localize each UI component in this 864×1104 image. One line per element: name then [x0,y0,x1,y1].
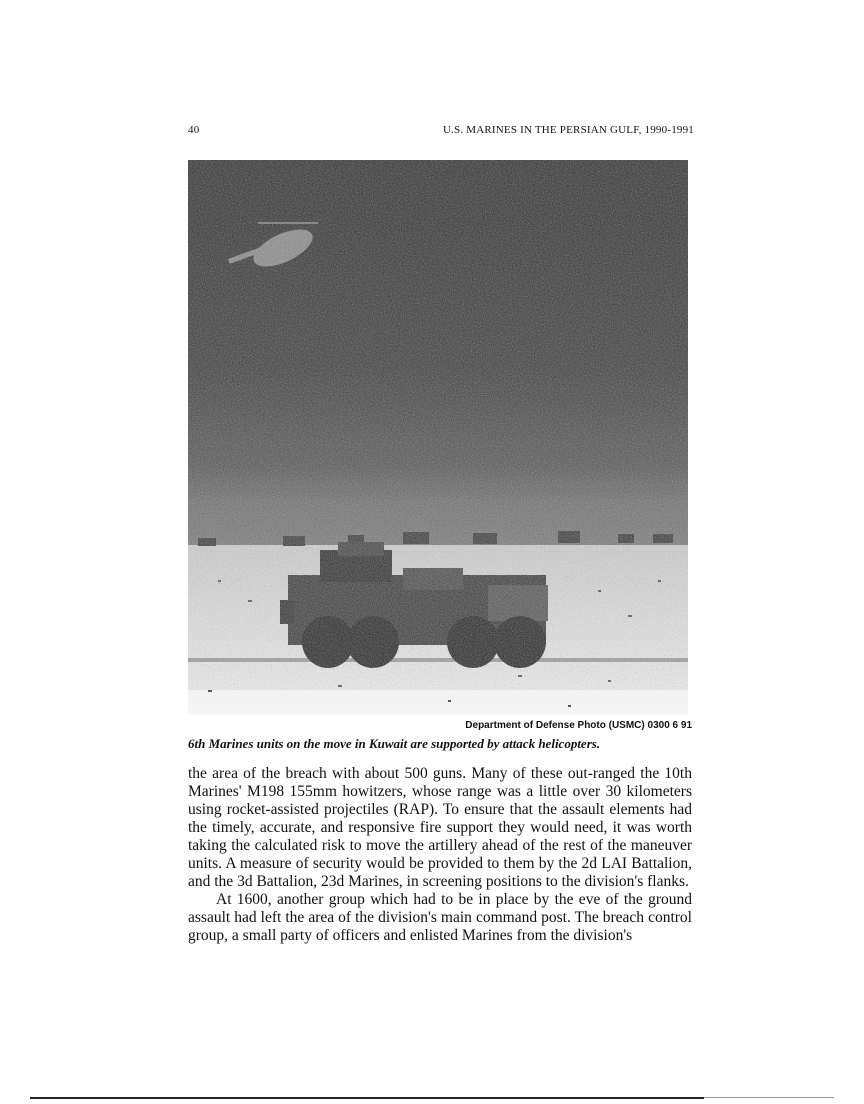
photo-caption: 6th Marines units on the move in Kuwait are supported by attack helicopters. [188,736,601,751]
photograph [188,160,688,715]
paragraph: the area of the breach with about 500 guns. Many of these out-ranged the 10th Marines' M198 155mm howitzers, whose range was a little over 30 kilometers using rocket-assisted projectiles (RAP). To ensure that the assault elements had the timely, accurate, and responsive fire support they would need, it was worth taking the calculated risk to move the artillery ahead of the rest of the maneuver units. A measure of security would be provided to them by the 2d LAI Battalion, and the 3d Battalion, 23d Marines, in screening positions to the division's flanks. [188,765,692,890]
running-head: U.S. MARINES IN THE PERSIAN GULF, 1990-1991 [442,124,694,136]
footer-rule [30,1097,704,1099]
page-header [188,124,694,142]
footer-rule-faint [704,1097,834,1098]
film-grain [188,160,688,690]
photo-credit: Department of Defense Photo (USMC) 0300 6 91 [465,720,692,731]
paragraph: At 1600, another group which had to be in place by the eve of the ground assault had left the area of the division's main command post. The breach control group, a small party of officers and enlisted Marines from the division's [188,891,692,944]
desert-convoy-photo [188,160,688,715]
body-text [188,765,692,945]
page-number: 40 [188,124,200,136]
